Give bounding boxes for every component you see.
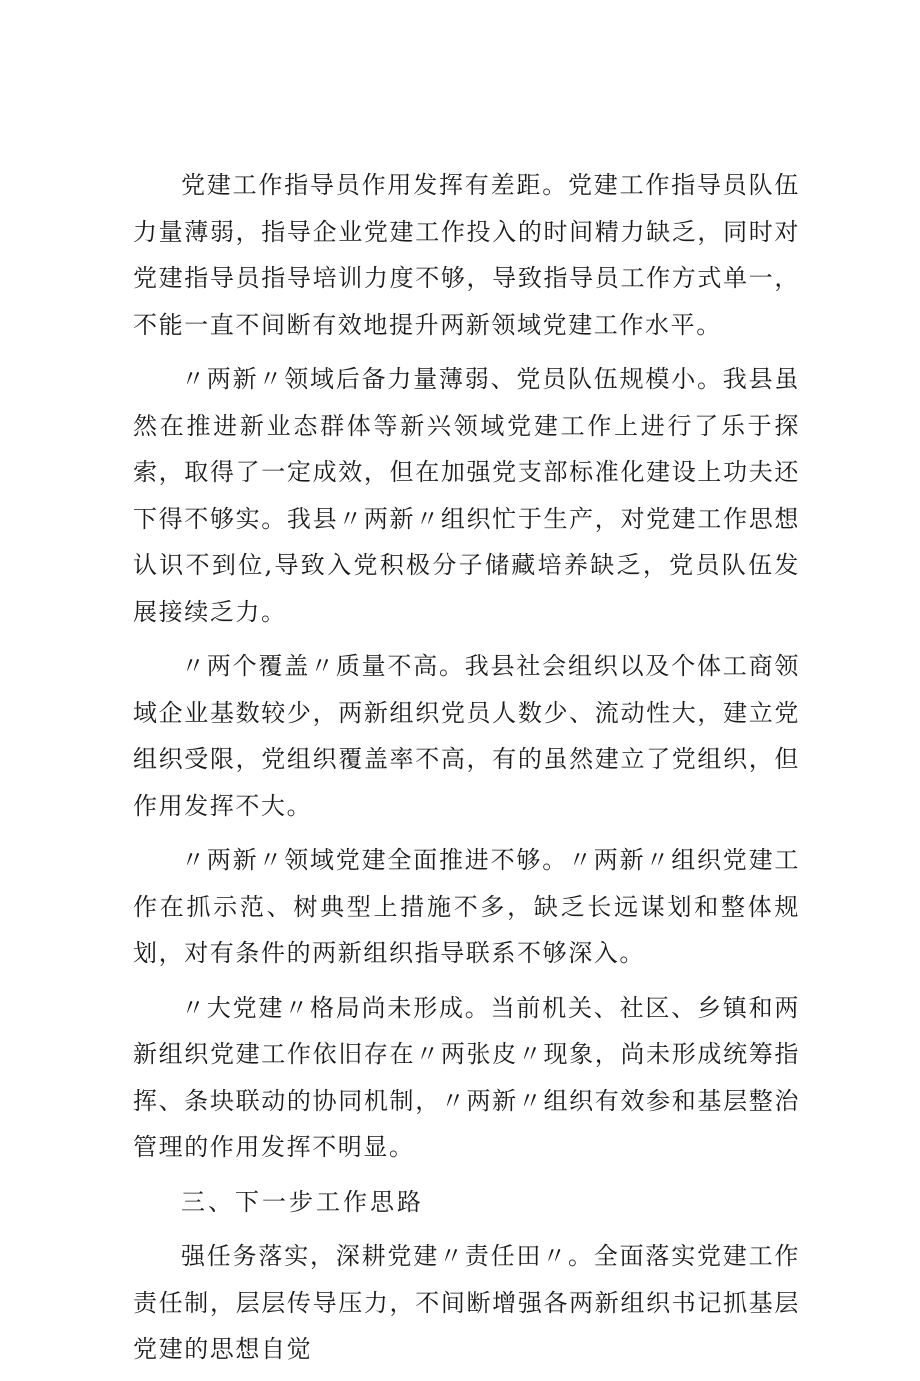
section-heading-next-steps: 三、下一步工作思路 <box>181 1187 424 1216</box>
paragraph-task-implementation: 强任务落实，深耕党建〃责任田〃。全面落实党建工作责任制，层层传导压力，不间断增强各两新组织书记抓基层党建的思想自觉 <box>133 1242 800 1363</box>
paragraph-instructor-role: 党建工作指导员作用发挥有差距。党建工作指导员队伍力量薄弱，指导企业党建工作投入的时间精力缺乏，同时对党建指导员指导培训力度不够，导致指导员工作方式单一，不能一直不间断有效地提升两新领域党建工作水平。 <box>133 171 800 339</box>
paragraph-overall-progress: 〃两新〃领域党建全面推进不够。〃两新〃组织党建工作在抓示范、树典型上措施不多，缺乏长远谋划和整体规划，对有条件的两新组织指导联系不够深入。 <box>133 846 800 967</box>
paragraph-coverage-quality: 〃两个覆盖〃质量不高。我县社会组织以及个体工商领域企业基数较少，两新组织党员人数少、流动性大，建立党组织受限，党组织覆盖率不高，有的虽然建立了党组织，但作用发挥不大。 <box>133 652 800 820</box>
document-body <box>133 162 800 1381</box>
paragraph-big-party-building: 〃大党建〃格局尚未形成。当前机关、社区、乡镇和两新组织党建工作依旧存在〃两张皮〃现象，尚未形成统筹指挥、条块联动的协同机制，〃两新〃组织有效参和基层整治管理的作用发挥不明显。 <box>133 993 800 1161</box>
paragraph-reserve-strength: 〃两新〃领域后备力量薄弱、党员队伍规模小。我县虽然在推进新业态群体等新兴领域党建工作上进行了乐于探索，取得了一定成效，但在加强党支部标准化建设上功夫还下得不够实。我县〃两新〃组织忙于生产，对党建工作思想认识不到位,导致入党积极分子储藏培养缺乏，党员队伍发展接续乏力。 <box>133 365 800 626</box>
